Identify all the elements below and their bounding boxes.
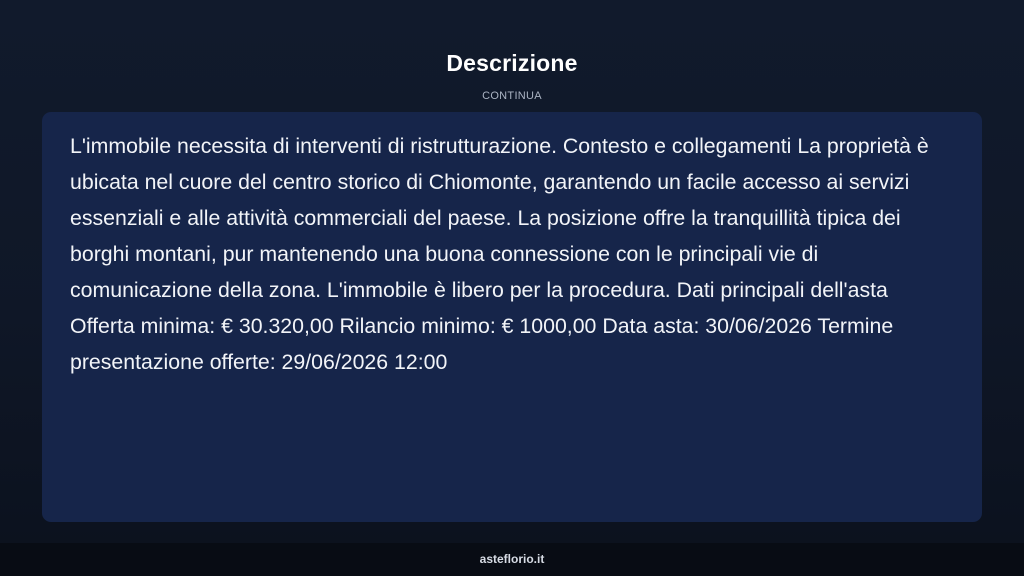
page-title: Descrizione — [446, 50, 578, 76]
page-subtitle: CONTINUA — [482, 90, 542, 102]
footer-bar — [0, 543, 1024, 576]
footer-site-label: asteflorio.it — [479, 552, 545, 566]
description-card — [42, 112, 982, 522]
description-text: L'immobile necessita di interventi di ristrutturazione. Contesto e collegamenti La proprietà è ubicata nel cuore del centro storico di Chiomonte, garantendo un facile accesso ai servizi essenziali e alle attività commerciali del paese. La posizione offre la tranquillità tipica dei borghi montani, pur mantenendo una buona connessione con le principali vie di comunicazione della zona. L'immobile è libero per la procedura. Dati principali dell'asta Offerta minima: € 30.320,00 Rilancio minimo: € 1000,00 Data asta: 30/06/2026 Termine presentazione offerte: 29/06/2026 12:00 — [70, 134, 929, 374]
